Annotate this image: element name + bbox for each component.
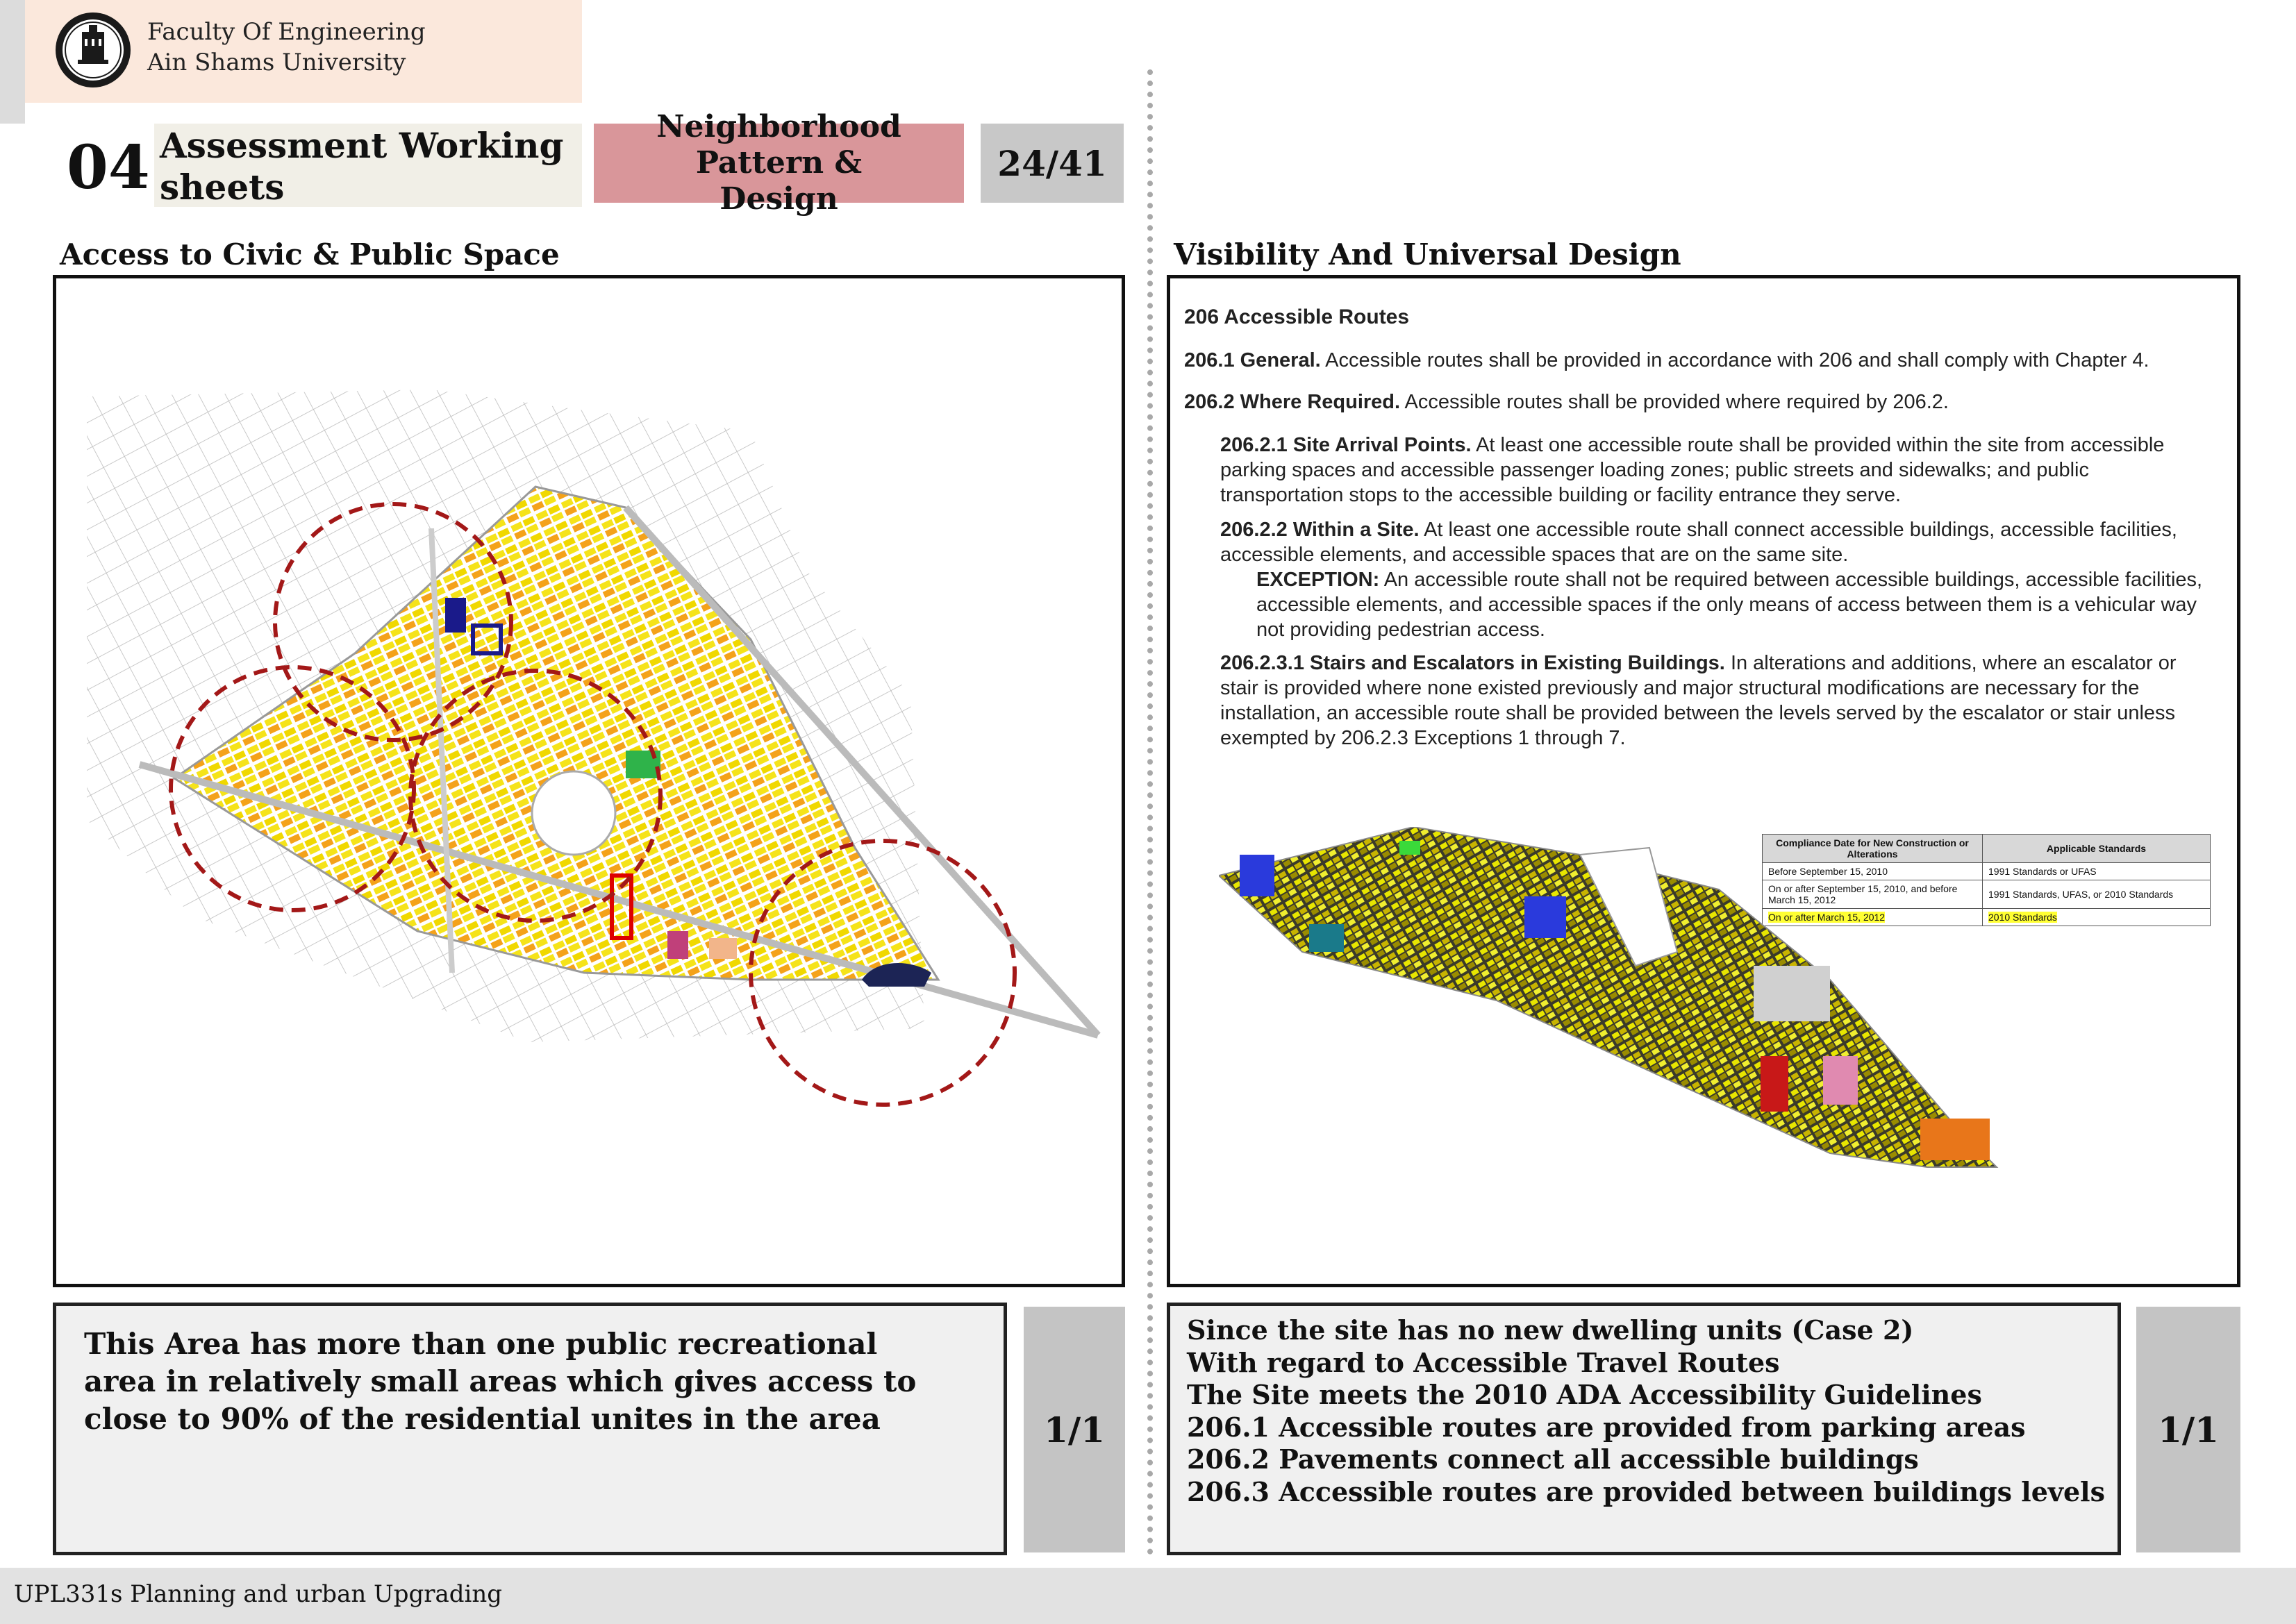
- ada-s1-label: 206.1 General.: [1184, 349, 1321, 371]
- ada-exception-text: An accessible route shall not be required between accessible buildings, accessible facilities, accessible elements, and accessible spaces if the only means of access between them is a vehicular way not providing pedestrian access.: [1256, 569, 2203, 641]
- ada-s22-text: At least one accessible route shall connect accessible buildings, accessible facilities, accessible elements, and accessible spaces that are on the same site.: [1220, 519, 2177, 566]
- faculty-line2: Ain Shams University: [147, 49, 406, 76]
- section-title: Assessment Working sheets: [160, 125, 564, 208]
- assessment-line: The Site meets the 2010 ADA Accessibility Guidelines: [1187, 1379, 1982, 1410]
- ada-s22-label: 206.2.2 Within a Site.: [1220, 519, 1420, 541]
- ada-s1-text: Accessible routes shall be provided in accordance with 206 and shall comply with Chapter 4.: [1325, 349, 2149, 371]
- pink-building: [667, 931, 688, 959]
- ada-s21-label: 206.2.1 Site Arrival Points.: [1220, 434, 1472, 456]
- table-header-date: Compliance Date for New Construction or Alterations: [1763, 835, 1983, 863]
- peach-building: [709, 938, 737, 959]
- assessment-line: 206.2 Pavements connect all accessible buildings: [1187, 1443, 1919, 1475]
- red-lot: [1761, 1056, 1788, 1112]
- section-number: 04: [67, 133, 150, 203]
- ada-heading: 206 Accessible Routes: [1184, 305, 1410, 328]
- right-assessment-text: [1187, 1314, 2111, 1508]
- category-label: Neighborhood Pattern & Design: [656, 109, 901, 217]
- right-assessment-box: [1167, 1303, 2121, 1555]
- footer-bar: [0, 1568, 2296, 1624]
- left-score: 1/1: [1024, 1307, 1125, 1552]
- table-cell-standard: 1991 Standards or UFAS: [1983, 863, 2211, 880]
- assessment-line: 206.3 Accessible routes are provided between buildings levels: [1187, 1475, 2106, 1507]
- ada-s21-text: At least one accessible route shall be provided within the site from accessible parking spaces and accessible passenger loading zones; public streets and sidewalks; and public transportation stops to the accessible building or facility entrance they serve.: [1220, 434, 2165, 506]
- ada-s231-text: In alterations and additions, where an escalator or stair is provided where none existed previously and major structural modifications are necessary for the installation, an accessible route shall be provided between the levels served by the escalator or stair unless exempted by 206.2.3 Exceptions 1 through 7.: [1220, 652, 2177, 749]
- right-score: 1/1: [2136, 1307, 2240, 1552]
- section-title-box: [154, 124, 582, 207]
- ada-s231-label: 206.2.3.1 Stairs and Escalators in Existing Buildings.: [1220, 652, 1725, 674]
- green-lot: [1399, 841, 1420, 855]
- table-cell-standard: 1991 Standards, UFAS, or 2010 Standards: [1983, 880, 2211, 909]
- page-counter: 24/41: [981, 124, 1124, 203]
- faculty-name: [147, 17, 426, 78]
- left-assessment-box: [53, 1303, 1007, 1555]
- blue-lot: [1240, 855, 1274, 896]
- left-accent-bar: [0, 0, 25, 124]
- ada-s2-text: Accessible routes shall be provided where required by 206.2.: [1404, 391, 1949, 413]
- teal-lot: [1309, 924, 1344, 952]
- left-section-title: Access to Civic & Public Space: [60, 237, 560, 271]
- faculty-line1: Faculty Of Engineering: [147, 18, 426, 46]
- site-map: [56, 278, 1122, 1284]
- site-map-panel: [53, 275, 1125, 1287]
- grey-lot: [1754, 966, 1830, 1021]
- ada-exception-label: EXCEPTION:: [1256, 569, 1380, 591]
- university-logo: [54, 11, 132, 89]
- assessment-line: With regard to Accessible Travel Routes: [1187, 1346, 1780, 1378]
- pink-lot: [1823, 1056, 1858, 1105]
- table-cell-date: Before September 15, 2010: [1763, 863, 1983, 880]
- table-cell-standard: 2010 Standards: [1988, 912, 2057, 923]
- orange-lot: [1920, 1119, 1990, 1160]
- ada-text: [1184, 305, 2212, 751]
- course-name: UPL331s Planning and urban Upgrading: [14, 1580, 503, 1608]
- category-badge: [594, 109, 964, 217]
- blue-lot-2: [1524, 896, 1566, 938]
- right-section-title: Visibility And Universal Design: [1174, 237, 1681, 271]
- accessibility-map: [1219, 827, 2163, 1271]
- roundabout: [532, 771, 615, 855]
- ada-s2-label: 206.2 Where Required.: [1184, 391, 1401, 413]
- left-assessment-text: This Area has more than one public recreational area in relatively small areas which gives access to close to 90% of the residential unites in the area: [84, 1327, 917, 1436]
- assessment-line: Since the site has no new dwelling units (Case 2): [1187, 1314, 1914, 1346]
- table-header-standards: Applicable Standards: [1983, 835, 2211, 863]
- assessment-line: 206.1 Accessible routes are provided from parking areas: [1187, 1411, 2026, 1443]
- table-cell-date: On or after March 15, 2012: [1768, 912, 1886, 923]
- blue-building: [445, 598, 466, 633]
- column-divider: [1147, 69, 1153, 1555]
- table-cell-date: On or after September 15, 2010, and before March 15, 2012: [1763, 880, 1983, 909]
- ada-panel: [1167, 275, 2240, 1287]
